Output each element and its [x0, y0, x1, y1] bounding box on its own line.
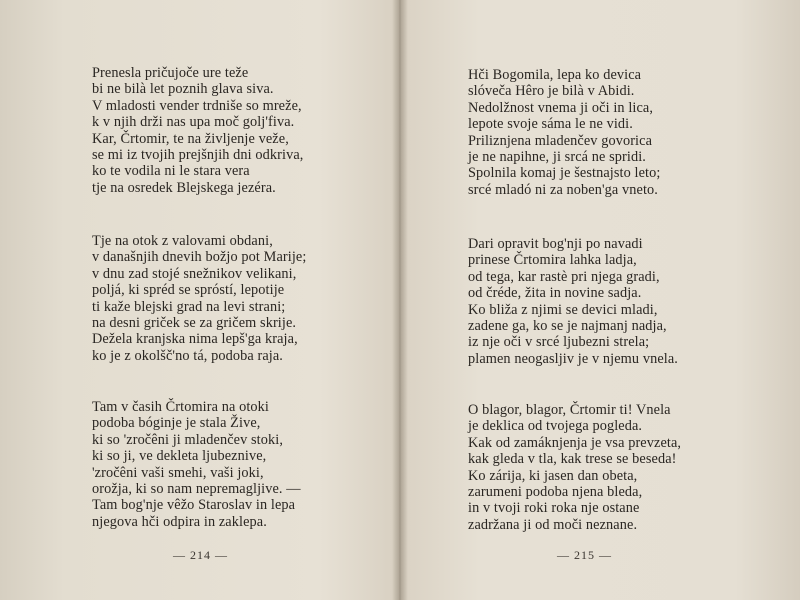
verse-line: njegova hči odpira in zaklepa. — [92, 513, 267, 530]
verse-line: ko je z okolšč'no tá, podoba raja. — [92, 347, 283, 364]
verse-line: Nedolžnost vnema ji oči in lica, — [468, 99, 654, 116]
stanza — [468, 236, 678, 367]
verse-line: v današnjih dnevih božjo pot Marije; — [92, 249, 307, 266]
verse-line: od čréde, žita in novine sadja. — [468, 285, 642, 302]
verse-line: je deklica od tvojega pogleda. — [468, 418, 643, 435]
verse-line: zarumeni podoba njena bleda, — [468, 483, 643, 500]
verse-line: na desni griček se za gričem skrije. — [92, 314, 297, 331]
verse-line: se mi iz tvojih prejšnjih dni odkriva, — [92, 146, 304, 163]
verse-line: od tega, kar rastè pri njega gradi, — [468, 268, 660, 285]
right-page — [400, 0, 800, 600]
verse-line: ko te vodila ni le stara vera — [92, 163, 250, 180]
verse-line: Prenesla pričujoče ure teže — [92, 65, 249, 81]
verse-line: Tje na otok z valovami obdani, — [92, 233, 273, 249]
page-number: — 214 — — [173, 548, 228, 562]
verse-line: v dnu zad stojé snežnikov velikani, — [92, 265, 297, 282]
page-number: — 215 — — [557, 548, 612, 562]
verse-line: tje na osredek Blejskega jezéra. — [92, 179, 276, 196]
verse-line: lepote svoje sáma le ne vidi. — [468, 116, 633, 133]
verse-line: prinese Črtomira lahka ladja, — [468, 252, 637, 269]
verse-line: ti kaže blejski grad na levi strani; — [92, 298, 286, 315]
verse-line: poljá, ki spréd se spróstí, lepotije — [92, 282, 285, 299]
verse-line: orožja, ki so nam nepremagljive. — — [92, 480, 301, 497]
verse-line: podoba bóginje je stala Žive, — [92, 415, 261, 432]
verse-line: Ko zárija, ki jasen dan obeta, — [468, 467, 638, 484]
verse-line: zadene ga, ko se je najmanj nadja, — [468, 317, 667, 334]
stanza — [468, 67, 660, 198]
stanza — [92, 65, 303, 196]
verse-line: zadržana ji od moči neznane. — [468, 516, 638, 533]
verse-line: ki so 'zročêni ji mladenčev stoki, — [92, 431, 283, 448]
stanza — [92, 399, 301, 530]
verse-line: iz nje oči v srcé ljubezni strela; — [468, 334, 650, 351]
verse-line: bi ne bilà let poznih glava siva. — [92, 81, 274, 98]
verse-line: srcé mladó ni za noben'ga vneto. — [468, 181, 658, 198]
verse-line: in v tvoji roki roka nje ostane — [468, 500, 640, 517]
stanza — [468, 402, 681, 533]
verse-line: V mladosti vender trdniše so mreže, — [92, 97, 302, 114]
verse-line: Dežela kranjska nima lepš'ga kraja, — [92, 331, 298, 348]
verse-line: Tam bog'nje vêžo Staroslav in lepa — [92, 497, 296, 514]
verse-line: Dari opravit bog'nji po navadi — [468, 236, 643, 252]
verse-line: kak gleda v tla, kak trese se beseda! — [468, 451, 677, 468]
verse-line: 'zročêni vaši smehi, vaši joki, — [92, 464, 264, 481]
verse-line: ki so ji, ve dekleta ljubeznive, — [92, 448, 267, 465]
verse-line: je ne napihne, ji srcá ne spridi. — [468, 148, 646, 165]
stanza — [92, 233, 306, 364]
verse-line: Kar, Črtomir, te na življenje veže, — [92, 130, 289, 147]
verse-line: Kak od zamáknjenja je vsa prevzeta, — [468, 434, 682, 451]
verse-line: Tam v časih Črtomira na otoki — [92, 399, 269, 415]
verse-line: plamen neogasljiv je v njemu vnela. — [468, 350, 678, 367]
verse-line: slóveča Hêro je bilà v Abidi. — [468, 83, 635, 100]
verse-line: Spolnila komaj je šestnajsto leto; — [468, 165, 661, 182]
verse-line: Hči Bogomila, lepa ko devica — [468, 67, 642, 83]
verse-line: k v njih drži nas upa moč golj'fiva. — [92, 114, 295, 131]
verse-line: Ko bliža z njimi se devici mladi, — [468, 301, 658, 318]
verse-line: Priliznjena mladenčev govorica — [468, 132, 653, 149]
verse-line: O blagor, blagor, Črtomir ti! Vnela — [468, 402, 671, 418]
